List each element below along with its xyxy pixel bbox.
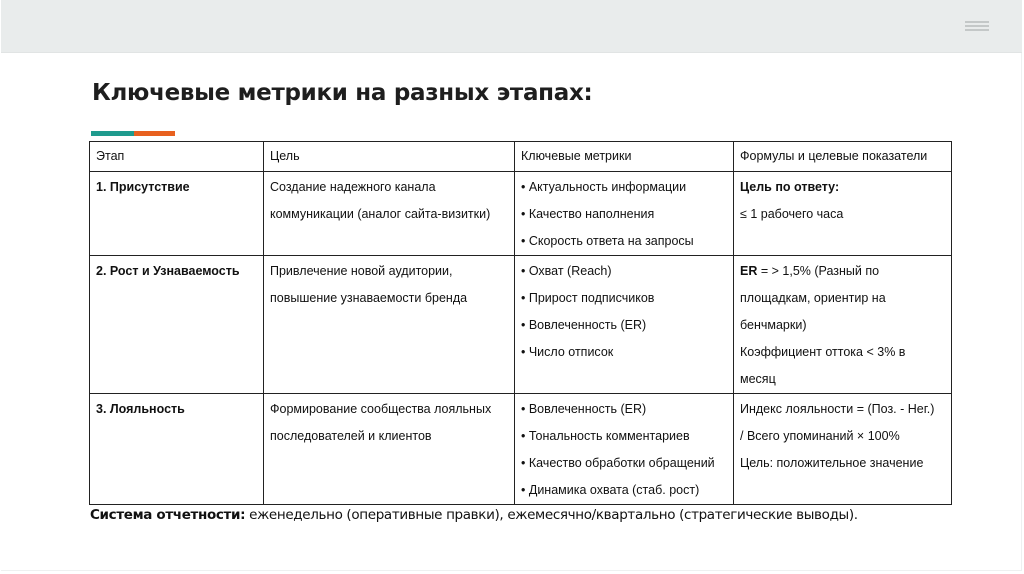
metric-item: • Число отписок [521,345,614,359]
cell-metrics [515,256,734,394]
goal-line: Создание надежного канала [270,180,436,194]
table-header-row [90,142,952,172]
cell-formulas [734,172,952,256]
cell-formulas [734,256,952,394]
formula-line: / Всего упоминаний × 100% [740,429,900,443]
accent-bar-teal [91,131,134,136]
formula-line: Цель: положительное значение [740,456,924,470]
accent-bar-orange [134,131,175,136]
header-goal: Цель [264,142,515,172]
cell-goal [264,256,515,394]
reporting-system-note [90,507,858,523]
metric-item: • Скорость ответа на запросы [521,234,694,248]
cell-metrics [515,394,734,505]
table-row [90,256,952,394]
goal-line: последователей и клиентов [270,429,432,443]
metric-item: • Вовлеченность (ER) [521,318,647,332]
cell-metrics [515,172,734,256]
table-row [90,172,952,256]
formula-line: площадкам, ориентир на [740,291,886,305]
formula-line: месяц [740,372,776,386]
metrics-table [89,141,952,505]
formula-line: Цель по ответу: [740,180,840,194]
header-stage: Этап [90,142,264,172]
hamburger-menu-icon[interactable] [965,21,989,32]
formula-line: ≤ 1 рабочего часа [740,207,844,221]
formula-line: бенчмарки) [740,318,807,332]
cell-stage [90,256,264,394]
page-title: Ключевые метрики на разных этапах: [92,80,593,106]
stage-label: 1. Присутствие [96,180,190,194]
cell-formulas [734,394,952,505]
metric-item: • Тональность комментариев [521,429,690,443]
cell-goal [264,172,515,256]
goal-line: Формирование сообщества лояльных [270,402,492,416]
cell-goal [264,394,515,505]
formula-line: ER = > 1,5% (Разный по [740,264,880,278]
formula-line: Коэффициент оттока < 3% в [740,345,906,359]
table-row [90,394,952,505]
stage-label: 2. Рост и Узнаваемость [96,264,240,278]
top-bar [1,0,1022,53]
goal-line: повышение узнаваемости бренда [270,291,468,305]
metric-item: • Качество наполнения [521,207,655,221]
formula-line: Индекс лояльности = (Поз. - Нег.) [740,402,935,416]
stage-label: 3. Лояльность [96,402,185,416]
metric-item: • Актуальность информации [521,180,687,194]
reporting-text: еженедельно (оперативные правки), ежемесячно/квартально (стратегические выводы). [245,507,858,523]
goal-line: коммуникации (аналог сайта-визитки) [270,207,491,221]
cell-stage [90,172,264,256]
header-metrics: Ключевые метрики [515,142,734,172]
metric-item: • Охват (Reach) [521,264,612,278]
reporting-label: Система отчетности: [90,507,246,523]
metric-item: • Прирост подписчиков [521,291,655,305]
cell-stage [90,394,264,505]
metric-item: • Вовлеченность (ER) [521,402,647,416]
header-formulas: Формулы и целевые показатели [734,142,952,172]
metric-item: • Динамика охвата (стаб. рост) [521,483,700,497]
metric-item: • Качество обработки обращений [521,456,715,470]
goal-line: Привлечение новой аудитории, [270,264,453,278]
